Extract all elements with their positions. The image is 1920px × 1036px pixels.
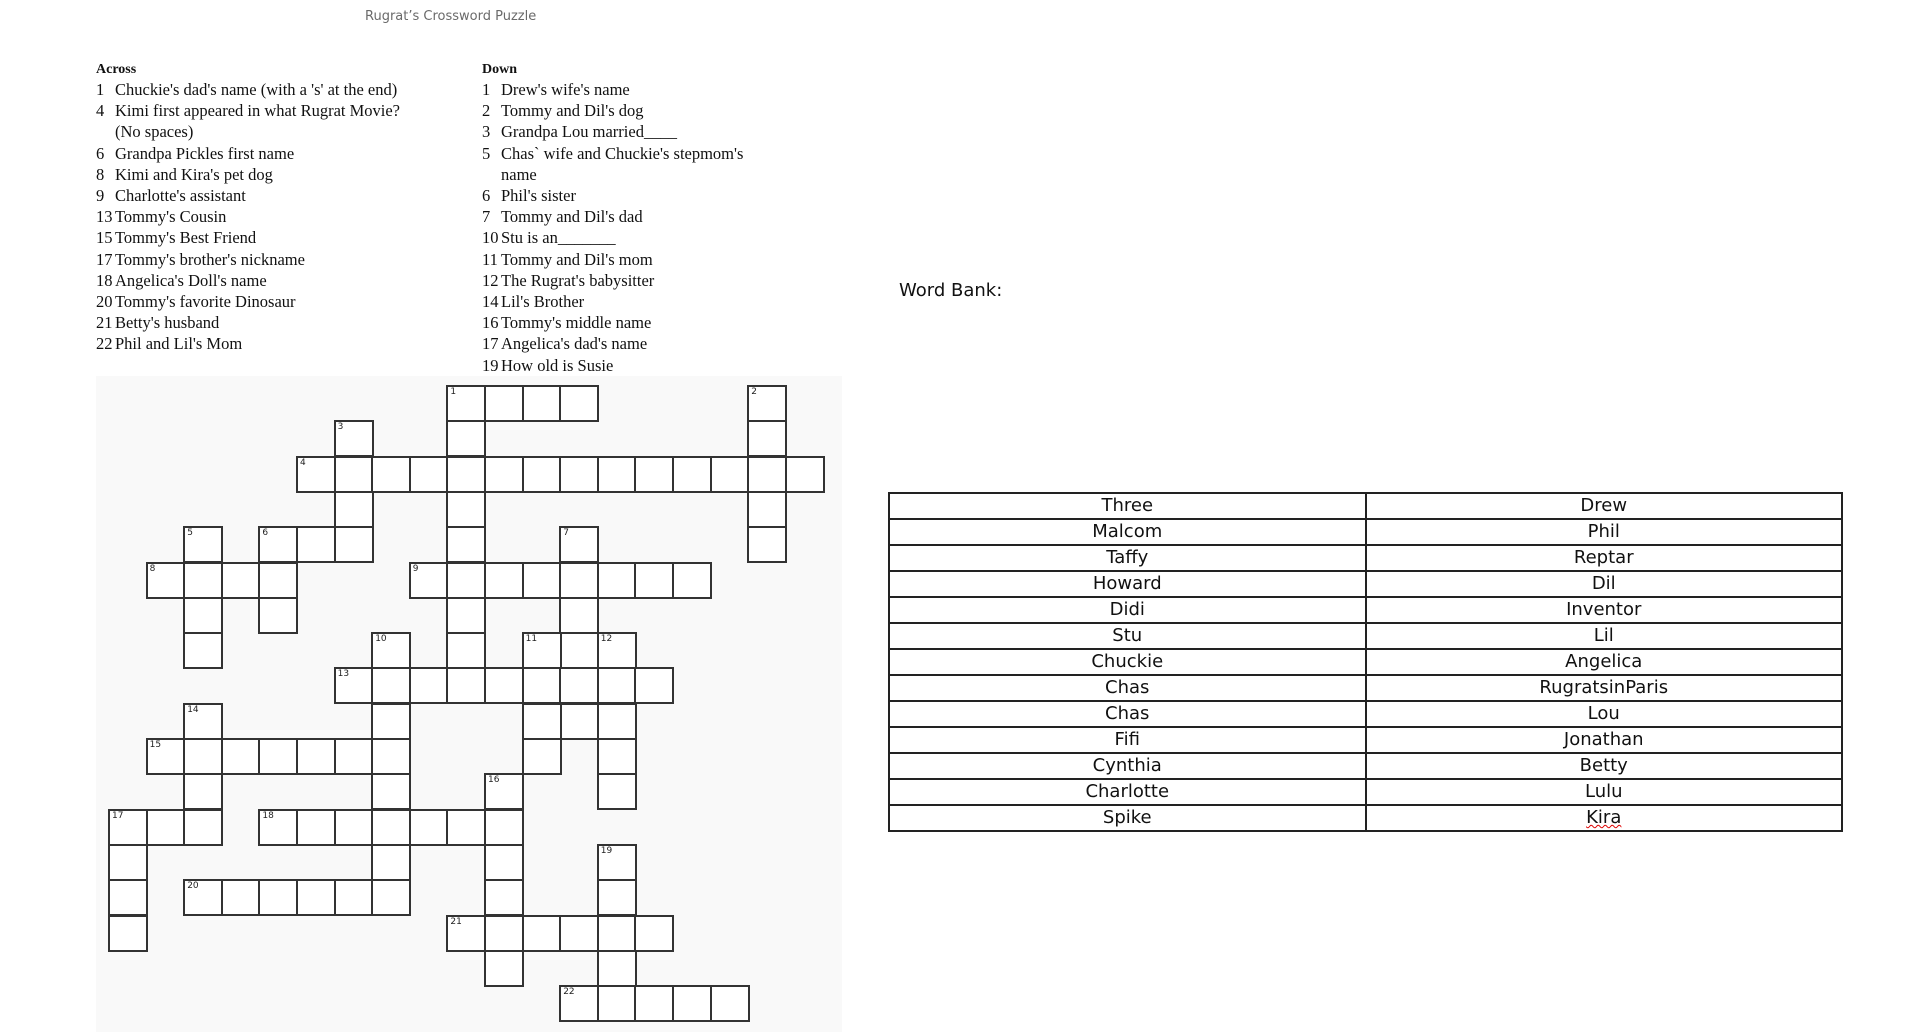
cell-number: 9 bbox=[412, 563, 419, 574]
cell-number: 7 bbox=[563, 528, 569, 539]
word-bank-row bbox=[889, 805, 1842, 831]
down-clue-text: Tommy and Dil's dog bbox=[501, 101, 644, 121]
down-clue-text: Phil's sister bbox=[501, 186, 576, 206]
crossword-cell[interactable] bbox=[747, 385, 787, 422]
crossword-cell[interactable] bbox=[484, 773, 524, 810]
crossword-cell[interactable] bbox=[522, 915, 562, 952]
crossword-cell[interactable] bbox=[634, 667, 674, 704]
down-clue bbox=[482, 185, 782, 206]
down-clue bbox=[482, 100, 782, 121]
word-bank-word bbox=[889, 623, 1366, 649]
word-bank-word bbox=[889, 571, 1366, 597]
crossword-cell[interactable] bbox=[747, 491, 787, 528]
across-clue bbox=[96, 164, 406, 185]
crossword-cell[interactable] bbox=[371, 456, 411, 493]
across-clue-number: 17 bbox=[96, 249, 113, 269]
crossword-cell[interactable] bbox=[559, 597, 599, 634]
down-clue-text: Chas` wife and Chuckie's stepmom's name bbox=[501, 143, 744, 184]
crossword-cell[interactable] bbox=[409, 456, 449, 493]
crossword-cell[interactable] bbox=[183, 562, 223, 599]
down-clue-number: 12 bbox=[482, 270, 499, 290]
crossword-cell[interactable] bbox=[446, 456, 486, 493]
crossword-cell[interactable] bbox=[522, 456, 562, 493]
word-bank-word bbox=[1366, 727, 1843, 753]
crossword-cell[interactable] bbox=[559, 456, 599, 493]
crossword-cell[interactable] bbox=[446, 667, 486, 704]
down-clue-number: 16 bbox=[482, 313, 499, 333]
crossword-cell[interactable] bbox=[522, 562, 562, 599]
word-bank-word-text: Lulu bbox=[1584, 781, 1623, 802]
crossword-cell[interactable] bbox=[371, 844, 411, 881]
crossword-cell[interactable] bbox=[484, 809, 524, 846]
across-clue-text: Tommy's brother's nickname bbox=[115, 249, 305, 269]
crossword-cell[interactable] bbox=[597, 738, 637, 775]
down-clue-number: 7 bbox=[482, 207, 491, 227]
crossword-cell[interactable] bbox=[597, 844, 637, 881]
down-clue bbox=[482, 227, 782, 248]
down-clue-text: Drew's wife's name bbox=[501, 80, 630, 99]
crossword-cell[interactable] bbox=[747, 526, 787, 563]
crossword-cell[interactable] bbox=[446, 915, 486, 952]
crossword-cell[interactable] bbox=[334, 491, 374, 528]
down-clue-number: 17 bbox=[482, 334, 499, 354]
crossword-cell[interactable] bbox=[334, 879, 374, 916]
crossword-cell[interactable] bbox=[183, 773, 223, 810]
crossword-cell[interactable] bbox=[371, 879, 411, 916]
down-heading: Down bbox=[482, 62, 518, 77]
across-clue-text: Kimi first appeared in what Rugrat Movie?(No spaces) bbox=[115, 101, 401, 142]
word-bank-row bbox=[889, 753, 1842, 779]
crossword-cell[interactable] bbox=[446, 491, 486, 528]
word-bank-word-text: Cynthia bbox=[1092, 755, 1162, 776]
word-bank-table bbox=[888, 492, 1843, 832]
across-clue-text: Phil and Lil's Mom bbox=[115, 334, 243, 354]
crossword-cell[interactable] bbox=[221, 562, 261, 599]
across-clue-number: 1 bbox=[96, 80, 105, 99]
word-bank-word bbox=[1366, 675, 1843, 701]
crossword-cell[interactable] bbox=[559, 562, 599, 599]
cell-number: 11 bbox=[525, 634, 538, 645]
word-bank-word-text: Spike bbox=[1102, 807, 1152, 828]
word-bank-label: Word Bank: bbox=[899, 280, 1003, 301]
crossword-cell[interactable] bbox=[446, 562, 486, 599]
down-clue-text: Angelica's dad's name bbox=[501, 334, 648, 354]
across-clue bbox=[96, 270, 406, 291]
crossword-cell[interactable] bbox=[258, 562, 298, 599]
down-clue-number: 3 bbox=[482, 122, 491, 142]
word-bank-row bbox=[889, 727, 1842, 753]
word-bank-word-text: Stu bbox=[1112, 625, 1143, 646]
crossword-cell[interactable] bbox=[672, 562, 712, 599]
down-clue-text: Lil's Brother bbox=[501, 292, 585, 312]
across-clue-number: 20 bbox=[96, 292, 113, 312]
crossword-cell[interactable] bbox=[334, 420, 374, 457]
across-clue-number: 6 bbox=[96, 143, 105, 163]
crossword-cell[interactable] bbox=[296, 879, 336, 916]
word-bank-row bbox=[889, 571, 1842, 597]
word-bank-row bbox=[889, 597, 1842, 623]
word-bank-word bbox=[889, 701, 1366, 727]
cell-number: 21 bbox=[450, 916, 462, 927]
cell-number: 1 bbox=[450, 387, 457, 397]
crossword-cell[interactable] bbox=[183, 597, 223, 634]
word-bank-word-text: Fifi bbox=[1114, 729, 1140, 750]
crossword-cell[interactable] bbox=[672, 985, 712, 1022]
word-bank-row bbox=[889, 649, 1842, 675]
word-bank-word-text: Kira bbox=[1586, 807, 1622, 828]
crossword-cell[interactable] bbox=[334, 526, 374, 563]
word-bank-word-text: Reptar bbox=[1573, 547, 1634, 568]
across-clue-number: 13 bbox=[96, 207, 113, 227]
crossword-cell[interactable] bbox=[296, 738, 336, 775]
crossword-cell[interactable] bbox=[258, 738, 298, 775]
word-bank-word bbox=[889, 675, 1366, 701]
crossword-cell[interactable] bbox=[258, 597, 298, 634]
down-clue-text: Stu is an_______ bbox=[501, 228, 616, 248]
crossword-cell[interactable] bbox=[484, 915, 524, 952]
across-heading: Across bbox=[96, 62, 137, 77]
crossword-cell[interactable] bbox=[597, 773, 637, 810]
down-clue-number: 14 bbox=[482, 292, 499, 312]
crossword-cell[interactable] bbox=[634, 562, 674, 599]
crossword-cell[interactable] bbox=[221, 879, 261, 916]
crossword-cell[interactable] bbox=[183, 809, 223, 846]
across-clue bbox=[96, 143, 406, 164]
crossword-cell[interactable] bbox=[597, 915, 637, 952]
down-clue-number: 6 bbox=[482, 186, 491, 206]
across-clue bbox=[96, 185, 406, 206]
crossword-cell[interactable] bbox=[183, 738, 223, 775]
across-clue-number: 15 bbox=[96, 228, 113, 248]
down-clue-text: Tommy's middle name bbox=[501, 313, 652, 333]
word-bank-word bbox=[1366, 805, 1843, 831]
crossword-cell[interactable] bbox=[446, 420, 486, 457]
crossword-cell[interactable] bbox=[446, 632, 486, 669]
word-bank-word-text: Jonathan bbox=[1563, 729, 1644, 750]
word-bank-word bbox=[889, 727, 1366, 753]
across-clue-text: Angelica's Doll's name bbox=[115, 270, 267, 290]
word-bank-word bbox=[1366, 753, 1843, 779]
down-clue bbox=[482, 143, 782, 185]
down-clue-text: Tommy and Dil's mom bbox=[501, 249, 653, 269]
word-bank-word-text: Taffy bbox=[1106, 547, 1149, 568]
word-bank-word bbox=[1366, 649, 1843, 675]
cell-number: 5 bbox=[187, 528, 193, 539]
word-bank-word-text: Chuckie bbox=[1091, 651, 1164, 672]
crossword-cell[interactable] bbox=[559, 985, 599, 1022]
crossword-cell[interactable] bbox=[634, 915, 674, 952]
down-clue bbox=[482, 249, 782, 270]
crossword-cell[interactable] bbox=[258, 879, 298, 916]
word-bank-word-text: Betty bbox=[1579, 755, 1628, 776]
across-clue-number: 9 bbox=[96, 186, 105, 206]
crossword-cell[interactable] bbox=[146, 738, 186, 775]
word-bank-word bbox=[1366, 597, 1843, 623]
word-bank-word-text: Charlotte bbox=[1085, 781, 1170, 802]
cell-number: 2 bbox=[751, 387, 757, 397]
word-bank-word bbox=[889, 779, 1366, 805]
crossword-cell[interactable] bbox=[559, 385, 599, 422]
down-clue-number: 1 bbox=[482, 80, 491, 99]
crossword-cell[interactable] bbox=[108, 879, 148, 916]
down-clue bbox=[482, 333, 782, 354]
down-clues bbox=[482, 62, 782, 376]
down-clue-number: 2 bbox=[482, 101, 491, 121]
word-bank-word bbox=[1366, 701, 1843, 727]
crossword-cell[interactable] bbox=[747, 456, 787, 493]
word-bank-word-text: Three bbox=[1101, 495, 1154, 516]
word-bank-word bbox=[889, 493, 1366, 519]
across-clue bbox=[96, 79, 406, 100]
crossword-cell[interactable] bbox=[446, 809, 486, 846]
down-clue bbox=[482, 79, 782, 100]
across-clue-text: Tommy's Cousin bbox=[115, 207, 227, 227]
down-clue bbox=[482, 206, 782, 227]
crossword-cell[interactable] bbox=[634, 456, 674, 493]
down-clue-number: 5 bbox=[482, 143, 491, 163]
word-bank-row bbox=[889, 675, 1842, 701]
crossword-cell[interactable] bbox=[221, 738, 261, 775]
crossword-cell[interactable] bbox=[747, 420, 787, 457]
crossword-cell[interactable] bbox=[484, 844, 524, 881]
crossword-cell[interactable] bbox=[446, 385, 486, 422]
word-bank-word bbox=[889, 597, 1366, 623]
crossword-cell[interactable] bbox=[597, 456, 637, 493]
crossword-cell[interactable] bbox=[710, 456, 750, 493]
down-clue bbox=[482, 121, 782, 142]
down-clue-text: Grandpa Lou married____ bbox=[501, 122, 677, 142]
across-clue-text: Charlotte's assistant bbox=[115, 186, 246, 206]
down-clue-text: How old is Susie bbox=[501, 355, 614, 375]
word-bank-word bbox=[1366, 493, 1843, 519]
cell-number: 10 bbox=[375, 634, 387, 645]
word-bank-word-text: Inventor bbox=[1566, 599, 1642, 620]
crossword-cell[interactable] bbox=[371, 703, 411, 740]
across-clue-number: 8 bbox=[96, 164, 105, 184]
crossword-cell[interactable] bbox=[409, 667, 449, 704]
crossword-cell[interactable] bbox=[484, 562, 524, 599]
crossword-cell[interactable] bbox=[597, 562, 637, 599]
across-clue-text: Grandpa Pickles first name bbox=[115, 143, 295, 163]
across-clue-number: 21 bbox=[96, 313, 113, 333]
puzzle-title: Rugrat’s Crossword Puzzle bbox=[365, 9, 537, 24]
cell-number: 15 bbox=[149, 740, 162, 750]
crossword-cell[interactable] bbox=[522, 738, 562, 775]
word-bank-word bbox=[889, 519, 1366, 545]
crossword-cell[interactable] bbox=[597, 632, 637, 669]
crossword-cell[interactable] bbox=[334, 667, 374, 704]
word-bank-row bbox=[889, 545, 1842, 571]
cell-number: 17 bbox=[112, 810, 124, 821]
word-bank-word-text: Phil bbox=[1587, 521, 1620, 542]
word-bank-word-text: Drew bbox=[1580, 495, 1628, 516]
across-clue-number: 18 bbox=[96, 270, 113, 290]
across-clue bbox=[96, 312, 406, 333]
crossword-cell[interactable] bbox=[371, 738, 411, 775]
crossword-cell[interactable] bbox=[296, 526, 336, 563]
word-bank-word-text: Didi bbox=[1109, 599, 1145, 620]
crossword-cell[interactable] bbox=[522, 667, 562, 704]
crossword-cell[interactable] bbox=[597, 667, 637, 704]
word-bank-word bbox=[889, 545, 1366, 571]
crossword-cell[interactable] bbox=[634, 985, 674, 1022]
across-clue bbox=[96, 227, 406, 248]
cell-number: 20 bbox=[187, 881, 199, 892]
crossword-cell[interactable] bbox=[183, 526, 223, 563]
word-bank-row bbox=[889, 493, 1842, 519]
crossword-cell[interactable] bbox=[108, 844, 148, 881]
crossword-cell[interactable] bbox=[559, 703, 599, 740]
across-clue bbox=[96, 206, 406, 227]
crossword-cell[interactable] bbox=[522, 703, 562, 740]
across-clue-text: Tommy's Best Friend bbox=[115, 228, 257, 248]
crossword-cell[interactable] bbox=[296, 456, 336, 493]
down-clue bbox=[482, 312, 782, 333]
crossword-cell[interactable] bbox=[484, 879, 524, 916]
crossword-cell[interactable] bbox=[446, 526, 486, 563]
crossword-cell[interactable] bbox=[597, 879, 637, 916]
crossword-cell[interactable] bbox=[484, 456, 524, 493]
word-bank-word bbox=[889, 805, 1366, 831]
crossword-cell[interactable] bbox=[258, 809, 298, 846]
crossword-cell[interactable] bbox=[409, 562, 449, 599]
crossword-cell[interactable] bbox=[146, 562, 186, 599]
word-bank-word bbox=[1366, 545, 1843, 571]
word-bank-word bbox=[889, 649, 1366, 675]
across-clue bbox=[96, 333, 406, 354]
down-clue-text: Tommy and Dil's dad bbox=[501, 207, 643, 227]
crossword-cell[interactable] bbox=[597, 703, 637, 740]
word-bank-word bbox=[889, 753, 1366, 779]
word-bank-row bbox=[889, 779, 1842, 805]
crossword-cell[interactable] bbox=[334, 809, 374, 846]
word-bank-word-text: Chas bbox=[1105, 703, 1150, 724]
crossword-cell[interactable] bbox=[409, 809, 449, 846]
cell-number: 19 bbox=[600, 845, 613, 856]
crossword-cell[interactable] bbox=[597, 950, 637, 987]
crossword-cell[interactable] bbox=[183, 879, 223, 916]
cell-number: 18 bbox=[262, 810, 274, 821]
word-bank-word-text: Chas bbox=[1105, 677, 1150, 698]
crossword-cell[interactable] bbox=[484, 667, 524, 704]
crossword-cell[interactable] bbox=[296, 809, 336, 846]
cell-number: 16 bbox=[488, 775, 500, 786]
across-clue bbox=[96, 249, 406, 270]
down-clue-number: 11 bbox=[482, 249, 498, 269]
word-bank-word bbox=[1366, 779, 1843, 805]
across-clue-text: Kimi and Kira's pet dog bbox=[115, 164, 273, 184]
cell-number: 22 bbox=[563, 987, 575, 998]
crossword-cell[interactable] bbox=[559, 915, 599, 952]
down-clue bbox=[482, 355, 782, 376]
crossword-cell[interactable] bbox=[522, 385, 562, 422]
word-bank-word-text: Dil bbox=[1591, 573, 1616, 594]
word-bank-word-text: Howard bbox=[1092, 573, 1162, 594]
word-bank-word-text: Lou bbox=[1587, 703, 1620, 724]
cell-number: 4 bbox=[300, 457, 306, 468]
cell-number: 8 bbox=[149, 563, 156, 574]
crossword-cell[interactable] bbox=[559, 526, 599, 563]
crossword-cell[interactable] bbox=[371, 809, 411, 846]
across-clues bbox=[96, 62, 406, 355]
crossword-cell[interactable] bbox=[371, 773, 411, 810]
crossword-cell[interactable] bbox=[522, 632, 562, 669]
crossword-cell[interactable] bbox=[484, 950, 524, 987]
crossword-cell[interactable] bbox=[371, 667, 411, 704]
down-clue bbox=[482, 270, 782, 291]
word-bank-word bbox=[1366, 571, 1843, 597]
crossword-cell[interactable] bbox=[446, 597, 486, 634]
crossword-cell[interactable] bbox=[559, 667, 599, 704]
across-clue-text: Chuckie's dad's name (with a 's' at the end) bbox=[115, 80, 398, 99]
crossword-cell[interactable] bbox=[146, 809, 186, 846]
word-bank-row bbox=[889, 519, 1842, 545]
crossword-cell[interactable] bbox=[785, 456, 825, 493]
word-bank-row bbox=[889, 701, 1842, 727]
crossword-grid bbox=[96, 376, 842, 1032]
crossword-cell[interactable] bbox=[258, 526, 298, 563]
crossword-cell[interactable] bbox=[334, 456, 374, 493]
crossword-cell[interactable] bbox=[334, 738, 374, 775]
crossword-cell[interactable] bbox=[597, 985, 637, 1022]
word-bank-word-text: Malcom bbox=[1092, 521, 1163, 542]
crossword-cell[interactable] bbox=[672, 456, 712, 493]
crossword-cell[interactable] bbox=[108, 915, 148, 952]
crossword-cell[interactable] bbox=[108, 809, 148, 846]
down-clue-number: 10 bbox=[482, 228, 499, 248]
down-clue-text: The Rugrat's babysitter bbox=[501, 270, 655, 290]
across-clue-text: Tommy's favorite Dinosaur bbox=[115, 292, 296, 312]
down-clue bbox=[482, 291, 782, 312]
across-clue bbox=[96, 100, 406, 142]
crossword-cell[interactable] bbox=[710, 985, 750, 1022]
cell-number: 14 bbox=[187, 704, 199, 715]
cell-number: 3 bbox=[337, 422, 344, 433]
word-bank-row bbox=[889, 623, 1842, 649]
down-clue-number: 19 bbox=[482, 355, 499, 375]
word-bank-word bbox=[1366, 519, 1843, 545]
cell-number: 13 bbox=[337, 669, 350, 680]
crossword-cell[interactable] bbox=[371, 632, 411, 669]
across-clue bbox=[96, 291, 406, 312]
cell-number: 12 bbox=[600, 634, 613, 645]
across-clue-number: 4 bbox=[96, 101, 105, 121]
word-bank-word-text: Lil bbox=[1593, 625, 1614, 646]
word-bank-word-text: RugratsinParis bbox=[1539, 677, 1669, 698]
across-clue-number: 22 bbox=[96, 334, 113, 354]
crossword-cell[interactable] bbox=[183, 632, 223, 669]
word-bank-word bbox=[1366, 623, 1843, 649]
crossword-cell[interactable] bbox=[183, 703, 223, 740]
crossword-cell[interactable] bbox=[484, 385, 524, 422]
across-clue-text: Betty's husband bbox=[115, 313, 220, 333]
word-bank-word-text: Angelica bbox=[1565, 651, 1643, 672]
cell-number: 6 bbox=[262, 528, 269, 539]
crossword-cell[interactable] bbox=[559, 632, 599, 669]
